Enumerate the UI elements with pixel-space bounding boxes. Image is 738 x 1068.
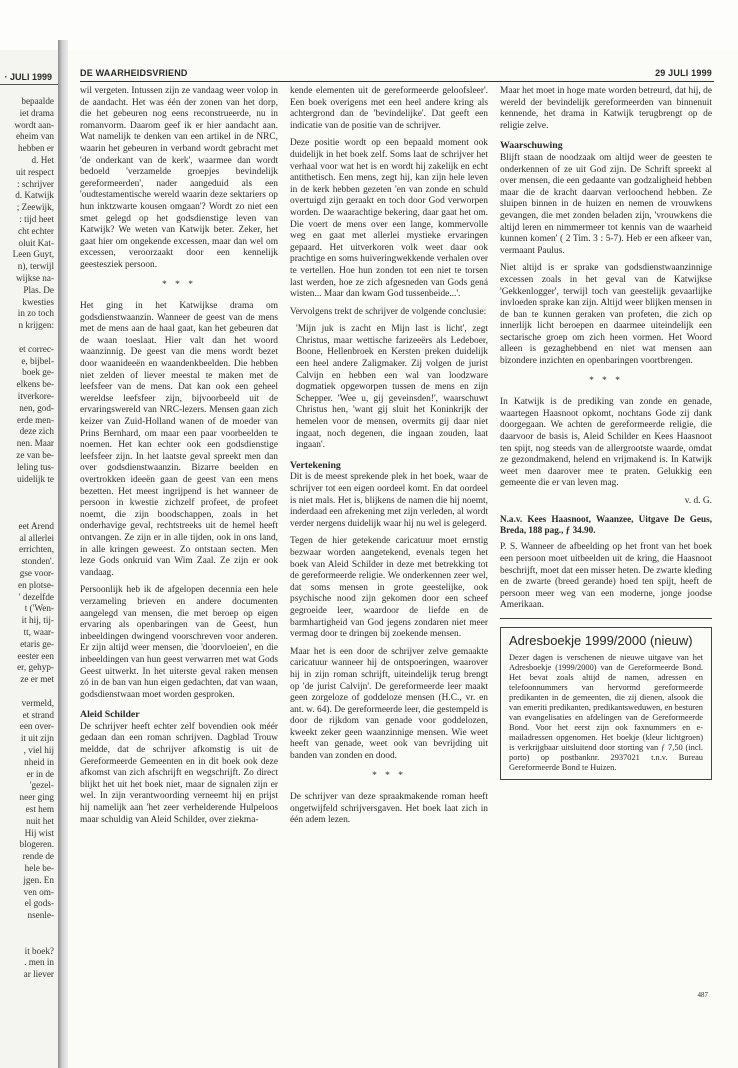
paragraph: Blijft staan de noodzaak om altijd weer de geesten te onderkennen of ze uit God zijn. De Schrift spreekt al over mensen, die een gedaante van godzaligheid hebben maar die de kracht daarvan verloochend hebben. Ze sluipen binnen in de huizen en nemen de vrouwkens gevangen, die met zonden beladen zijn, 'vrouwkens die altijd leren en nimmermeer tot kennis van de waarheid kunnen komen' ( 2 Tim. 3 : 5-7). Heb er een afkeer van, vermaant Paulus. (500, 152, 712, 256)
previous-page-line-fragment: : tijd heet (19, 214, 54, 224)
paragraph: Het ging in het Katwijkse drama om godsdienstwaanzin. Wanneer de geest van de mens met de mens aan de haal gaat, kan het gebeuren dat de waan toeslaat. Hier valt dan het woord waanzinnig. De geest van die mens wordt bezet door waanideeën en waandenkbeelden. Die hebben niet zelden of liever meestal te maken met de leefsfeer van de mens. Dat kan ook een geheel wereldse leefsfeer zijn, bijvoorbeeld uit de ervaringswereld van NRC-lezers. Mensen gaan zich keizer van Zuid-Holland wanen of de moeder van Prins Bernhard, om maar een paar voorbeelden te noemen. Het kan echter ook een godsdienstige leefsfeer zijn. In het laatste geval spreekt men dan over godsdienstwaanzin. Bizarre beelden en overtrokken ideeën gaan de geest van een mens bezetten. Het meest ingrijpend is het wanneer de persoon in kwestie zichzelf profeet, de profeet noemt, die zijn boodschappen, zoals in het onderhavige geval, rechtstreeks uit de hemel heeft ontvangen. Ze zijn er in alle tijden, ook in ons land, in alle kringen geweest. Zo ontstaan secten. Men leze Gods onkruid van Wim Zaal. Ze zijn er ook vandaag. (80, 301, 278, 578)
previous-page-line-fragment: hebben er (18, 143, 54, 154)
section-separator: * * * (372, 770, 406, 781)
column-3 (500, 86, 712, 780)
previous-page-line-fragment: er in de (26, 768, 54, 779)
previous-page-line-fragment: en plotse- (18, 579, 54, 590)
paragraph: In Katwijk is de prediking van zonde en genade, waartegen Haasnoot opkomt, nochtans Gode zij dank doorgegaan. We achten de gereformeerde religie, die daarvoor de basis is, Aleid Schilder en Kees Haasnoot ten spijt, nog steeds van de allergrootste waarde, omdat ze gezondmakend, helend en vrijmakend is. In Katwijk weet men daarover mee te praten. Gelukkig een gemeente die er van leven mag. (500, 397, 712, 489)
previous-page-line-fragment: it hij, tij- (21, 615, 54, 626)
previous-page-line-fragment: leling tus- (16, 461, 54, 472)
previous-page-line-fragment: t ('Wen- (24, 603, 54, 614)
previous-page-line-fragment: eheim van (15, 131, 54, 142)
subheading-aleid-schilder: Aleid Schilder (80, 709, 140, 721)
author-signature: v. d. G. (684, 496, 712, 506)
publication-title: DE WAARHEIDSVRIEND (80, 68, 188, 78)
previous-page-line-fragment: est hem (25, 804, 54, 814)
previous-page-line-fragment: e, bijbel- (21, 355, 54, 366)
previous-page-line-fragment: it boek? (24, 945, 54, 956)
previous-page-line-fragment: in zo toch (17, 308, 54, 319)
previous-page-line-fragment: tt, waar- (23, 627, 54, 637)
previous-page-line-fragment: jgen. En (23, 874, 54, 885)
previous-page-line-fragment: deze zich (19, 426, 54, 437)
previous-page-line-fragment: etaris ge- (20, 638, 54, 649)
previous-page-line-fragment: eester een (17, 650, 54, 661)
paragraph: Persoonlijk heb ik de afgelopen decennia een hele verzameling brieven en andere documenten aangelegd van mensen, die met beroep op eigen ervaring als openbaringen van de Geest, hun inbeeldingen dwingend voorschreven voor anderen. Er zijn altijd weer mensen, die 'doorvloeien', en die inbeeldingen van hun geest verwarren met wat Gods Geest uitwerkt. In het uiterste geval raken mensen zó in de ban van hun eigen gedachten, dat van waan, godsdienstwaan moet worden gesproken. (80, 585, 278, 700)
previous-page-line-fragment: el gods- (24, 898, 54, 909)
paragraph: Deze positie wordt op een bepaald moment ook duidelijk in het boek zelf. Soms laat de schrijver het verhaal voor wat het is en wordt hij zakelijk en echt antithetisch. Een mens, zegt hij, kan zijn hele leven in de kerk hebben gezeten 'en van zonde en schuld overtuigd zijn geraakt en toch door God verworpen worden. De waarachtige bekering, daar gaat het om. Die voert de mens over een lange, kommervolle weg en gaat met allerlei mystieke ervaringen gepaard. Het uitverkoren volk weet daar ook prachtige en soms huiveringwekkende verhalen over te vertellen. Hoe hun zonden tot een niet te torsen last werden, hoe ze zich afgesneden van Gods gená wisten... Maar dan kwam God tussenbeide...'. (290, 138, 488, 300)
article-end-rule (500, 618, 712, 619)
previous-page-line-fragment: . men in (24, 957, 54, 968)
previous-page-line-fragment: nuit het (26, 815, 54, 826)
subheading-vertekening: Vertekening (290, 459, 341, 471)
previous-page-line-fragment: neer ging (19, 792, 54, 803)
paragraph: Vervolgens trekt de schrijver de volgende conclusie: (290, 306, 487, 317)
paragraph: wil vergeten. Intussen zijn ze vandaag weer volop in de aandacht. Het was één der zonen van het dorp, die het gebeuren nog eens reconstrueerde, nu in romanvorm. Daarom geef ik er hier aandacht aan. Wat namelijk te denken van een artikel in de NRC, waarin het gebeuren in verband wordt gebracht met 'de onderkant van de kerk', waarmee dan wordt bedoeld 'verzamelde groepjes bevindelijk gereformeerden', nader aangeduid als een 'oudtestamentische wereld waarin deze sektariers op hun inktzwarte kousen omgaan'? Wordt zo niet een smet gelegd op het godsdienstige leven van Katwijk? We weten van Katwijk beter. Zeker, het gaat hier om ongekende excessen, maar dan wel om excessen, veroorzaakt door een kennelijk geestesziek persoon. (80, 86, 278, 270)
previous-page-line-fragment: nsenle- (27, 910, 54, 921)
previous-page-line-fragment: eet Arend (18, 520, 54, 531)
page-number: 487 (697, 991, 708, 999)
previous-page-line-fragment: boek ge- (22, 367, 54, 378)
previous-page-line-fragment: uidelijk te (17, 473, 54, 484)
issue-date: 29 JULI 1999 (655, 68, 712, 78)
previous-page-line-fragment: errichten, (19, 544, 54, 555)
previous-page-line-fragment: it uit zijn (20, 733, 54, 744)
previous-page-line-fragment: ze er met (20, 674, 54, 685)
announcement-box (500, 627, 712, 780)
previous-page-line-fragment: uit respect (15, 166, 54, 177)
previous-page-line-fragment: vermeld, (21, 697, 54, 708)
previous-page-line-fragment: itverkore- (17, 391, 54, 401)
previous-page-line-fragment: et strand (22, 709, 54, 720)
previous-page-line-fragment: oluit Kat- (18, 237, 54, 248)
paragraph: Dit is de meest sprekende plek in het boek, waar de schrijver tot een eigen oordeel komt. En dat oordeel is niet mals. Het is, blijkens de namen die hij noemt, inderdaad een afrekening met zijn verleden, al wordt verder nergens duidelijk waar hij nu wel is gelegerd. (290, 472, 488, 529)
previous-page-line-fragment: al allerlei (19, 532, 54, 543)
previous-page-line-fragment: Leen Guyt, (12, 249, 54, 260)
previous-page-line-fragment: rende de (22, 851, 54, 862)
book-spine (58, 40, 68, 1068)
previous-page-line-fragment: nheid in (24, 756, 54, 767)
previous-page-line-fragment: iet drama (19, 107, 54, 118)
previous-page-line-fragment: ze van be- (16, 450, 54, 460)
previous-page-line-fragment: wijkse na- (15, 273, 54, 283)
previous-page-rule (0, 84, 58, 85)
quotation: 'Mijn juk is zacht en Mijn last is licht', zegt Christus, maar wettische farizeeërs als Ledeboer, Boone, Hellenbroek en Kersten preken duidelijk een heel andere Zaligmaker. Zij volgen de jurist Calvijn en hebben een wal van loodzware dogmatiek opgeworpen tussen de mens en zijn Schepper. 'Wee u, gij geveinsden!', waarschuwt Christus hen, 'want gij sluit het Koninkrijk der hemelen voor de mensen, overmits gij daar niet ingaat, noch degenen, die ingaan zouden, laat ingaan'. (296, 324, 488, 451)
previous-page-line-fragment: nen. Maar (16, 438, 54, 449)
previous-page-line-fragment: ; Zeewijk, (16, 202, 54, 213)
previous-page-line-fragment: Plas. De (23, 284, 54, 295)
announcement-title: Adresboekje 1999/2000 (nieuw) (509, 632, 693, 648)
previous-page-line-fragment: : schrijver (17, 178, 54, 189)
previous-page-line-fragment: gse voor- (19, 568, 54, 578)
previous-page-line-fragment: n krijgen: (18, 320, 54, 331)
previous-page-line-fragment: hele be- (24, 863, 54, 873)
previous-page-line-fragment: erde men- (17, 414, 54, 425)
previous-page-line-fragment: er, gehyp- (17, 662, 54, 673)
book-credit: N.a.v. Kees Haasnoot, Waanzee, Uitgave De Geus, Breda, 188 pag., ƒ 34.90. (500, 513, 712, 535)
postscript: P. S. Wanneer de afbeelding op het front van het boek een persoon moet uitbeelden uit de kring, die Haasnoot beschrijft, moet dat een misser heten. De zwarte kleding en de zwarte (breed gerande) hoed ten spijt, heeft de persoon meer weg van een moderne, jonge joodse Amerikaan. (500, 542, 712, 611)
header-rule (80, 81, 714, 82)
previous-page-line-fragment: stonden'. (21, 556, 54, 567)
previous-page-edge (0, 50, 58, 1068)
previous-page-line-fragment: ven om- (23, 886, 54, 897)
previous-page-line-fragment: n), terwijl (17, 261, 54, 272)
previous-page-line-fragment: , viel hij (23, 745, 54, 755)
previous-page-header: · JULI 1999 (4, 72, 52, 82)
section-separator: * * * (589, 375, 623, 386)
page (68, 50, 738, 1068)
announcement-text: Dezer dagen is verschenen de nieuwe uitgave van het Adresboekje (1999/2000) van de Gereformeerde Bond. Het bevat zoals altijd de namen, adressen en telefoonnummers van hervormd gereformeerde predikanten in de gemeenten, die zij dienen, alsook die van emeriti predikanten, predikantsweduwen, en besturen van evangelisaties en afdelingen van de Gereformeerde Bond. Voor het eerst zijn ook faxnummers en e-mailadressen opgenomen. Het boekje (kleur lichtgroen) is verkrijgbaar uitsluitend door storting van ƒ 7,50 (incl. porto) op postbanknr. 2937021 t.n.v. Bureau Gereformeerde Bond te Huizen. (509, 652, 703, 772)
previous-page-line-fragment: ar liever (23, 969, 54, 980)
column-2 (290, 86, 488, 833)
previous-page-line-fragment: wordt aan- (14, 119, 54, 130)
paragraph: Tegen de hier getekende caricatuur moet ernstig bezwaar worden aangetekend, evenals tegen het boek van Aleid Schilder in deze met betrekking tot de gereformeerde religie. We onderkennen zeer wel, dat soms mensen in grote geestelijke, ook psychische nood zijn gekomen door een scheef gegroeide leer, waardoor de liefde en de barmhartigheid van God jegens zondaren niet meer vermag door te dringen bij zoekende mensen. (290, 536, 488, 640)
previous-page-line-fragment: bepaalde (21, 96, 54, 106)
paragraph: De schrijver van deze spraakmakende roman heeft ongetwijfeld schrijversgaven. Het boek laat zich in één adem lezen. (290, 792, 488, 826)
previous-page-line-fragment: een over- (19, 721, 54, 732)
previous-page-line-fragment: d. Katwijk (15, 190, 54, 201)
subheading-waarschuwing: Waarschuwing (500, 140, 563, 152)
paragraph: Maar het moet in hoge mate worden betreurd, dat hij, de wereld der bevindelijk gereformeerden van binnenuit kennende, het drama in Katwijk terugbrengt op de religie zelve. (500, 86, 712, 131)
previous-page-line-fragment: nen, god- (19, 402, 54, 413)
previous-page-line-fragment: Hij wist (24, 827, 54, 838)
previous-page-line-fragment: 'gezel- (29, 780, 54, 791)
previous-page-line-fragment: elkens be- (16, 379, 54, 390)
previous-page-line-fragment: ' dezelfde (18, 591, 54, 602)
previous-page-line-fragment: d. Het (31, 155, 54, 165)
paragraph: kende elementen uit de gereformeerde geloofsleer'. Een boek overigens met een heel andere kring als achtergrond dan de 'bevindelijke'. Dat geeft een indicatie van de positie van de schrijver. (290, 86, 488, 131)
previous-page-line-fragment: cht echter (18, 225, 54, 236)
paragraph: De schrijver heeft echter zelf bovendien ook méér gedaan dan een roman schrijven. Dagblad Trouw meldde, dat de schrijver afkomstig is uit de Gereformeerde Gemeenten en in dit boek ook deze afkomst van zich afschrijft en wegschrijft. Zo direct blijkt het uit het boek niet, maar de signalen zijn er wel. In zijn verantwoording verneemt hij en prijst hij namelijk aan 'het zeer verhelderende Hulpeloos maar schuldig van Aleid Schilder, over ziekma- (80, 721, 278, 825)
section-separator: * * * (162, 279, 196, 290)
previous-page-line-fragment: blogeren. (19, 839, 54, 850)
previous-page-line-fragment: kwesties (22, 296, 54, 307)
column-1 (80, 86, 278, 832)
paragraph: Maar het is een door de schrijver zelve gemaakte caricatuur wanneer hij de ontspoeringen, waarover hij in zijn roman schrijft, uiteindelijk terug brengt op 'de jurist Calvijn'. De gereformeerde leer maakt geen zorgeloze of goddeloze mensen (H.C., vr. en ant. w. 64). De gereformeerde leer, die gestempeld is door de rijkdom van genade voor goddelozen, kweekt zeker geen waanzinnige mensen. Wie weet heeft van genade, weet ook van bevrijding uit banden van zonden en dood. (290, 646, 488, 762)
paragraph: Niet altijd is er sprake van godsdienstwaanzinnige excessen zoals in het geval van de Katwijkse 'Gekkenlogger', terwijl toch van geestelijk gevaarlijke invloeden sprake kan zijn. Altijd weer blijken mensen in de ban te kunnen geraken van profeten, die zich op innerlijk licht beroepen en daarmee uiteindelijk een sectarische groep om zich heen vormen. Het Woord alleen is gezaghebbend en niet wat mensen aan bizondere inzichten en openbaringen voortbrengen. (500, 263, 712, 367)
previous-page-line-fragment: et correc- (19, 343, 54, 354)
